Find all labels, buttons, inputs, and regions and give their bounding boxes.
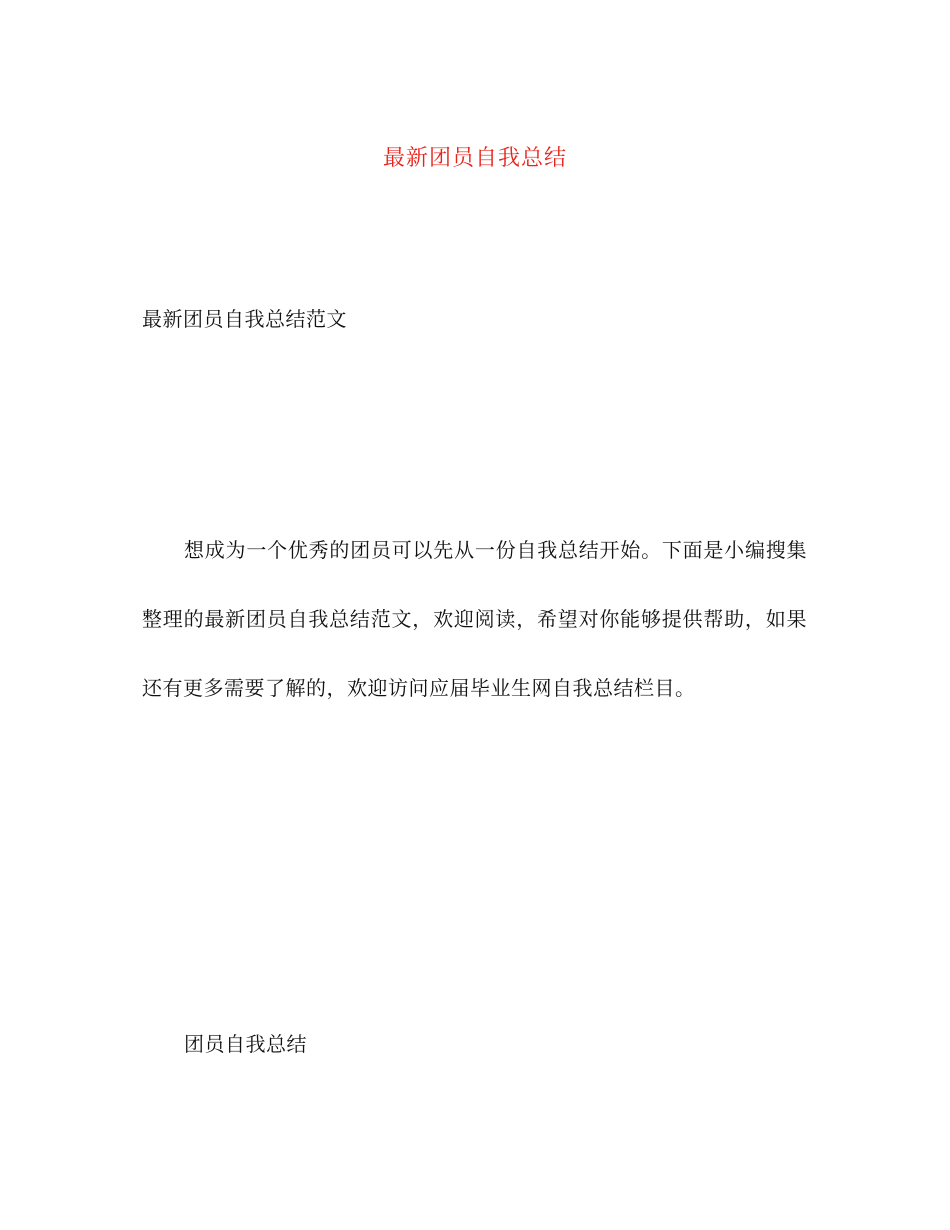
intro-paragraph: 想成为一个优秀的团员可以先从一份自我总结开始。下面是小编搜集整理的最新团员自我总结范文，欢迎阅读，希望对你能够提供帮助，如果还有更多需要了解的，欢迎访问应届毕业生网自我总结栏目。 <box>142 538 807 700</box>
document-subtitle: 最新团员自我总结范文 <box>142 307 347 331</box>
document-title: 最新团员自我总结 <box>382 146 567 171</box>
section-heading: 团员自我总结 <box>184 1032 307 1056</box>
